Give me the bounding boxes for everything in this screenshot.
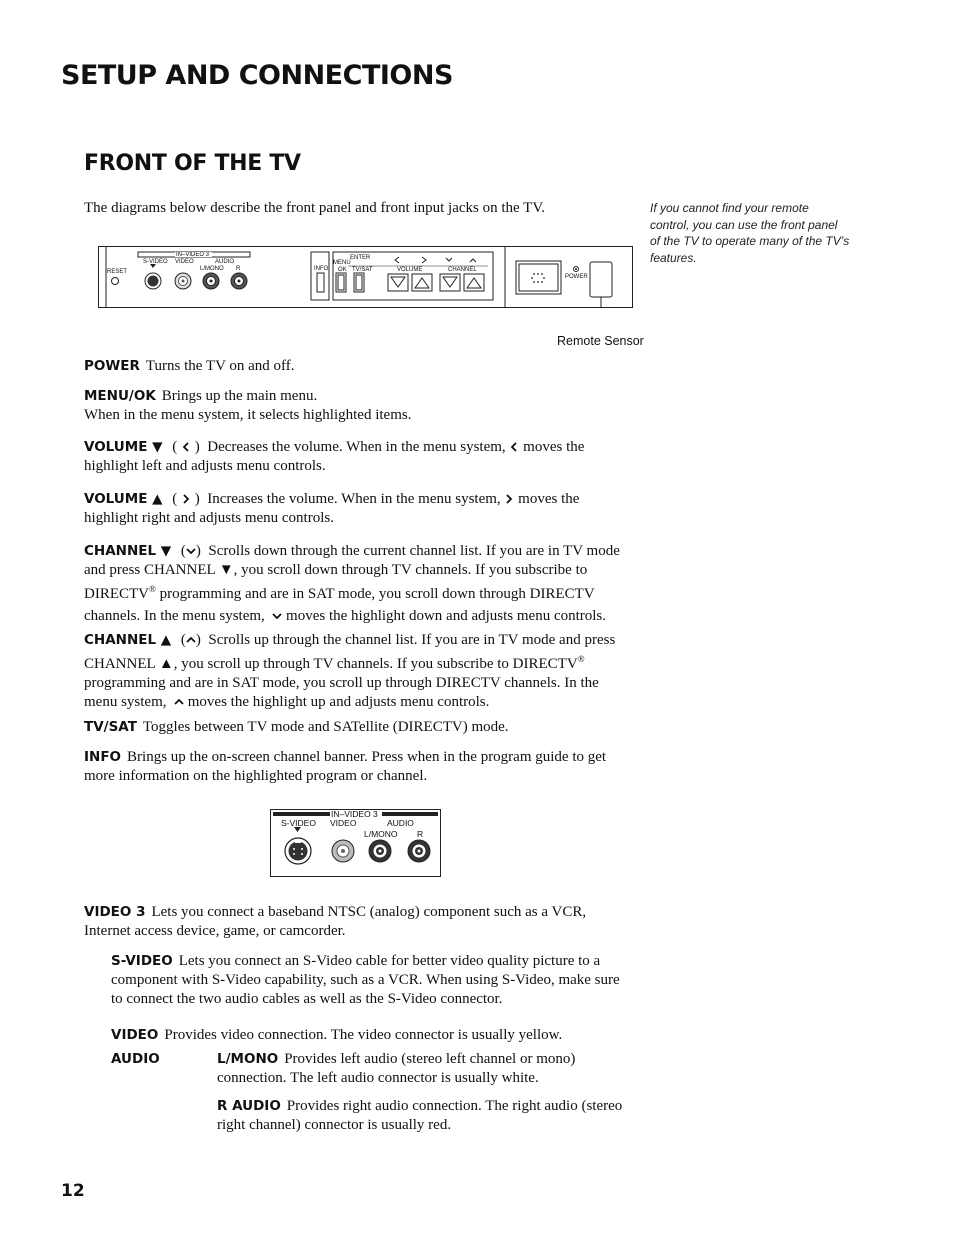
section-title: SETUP AND CONNECTIONS	[61, 60, 453, 91]
intro-text: The diagrams below describe the front panel and front input jacks on the TV.	[84, 200, 545, 216]
item-svideo: S-VIDEO Lets you connect an S-Video cable for better video quality picture to a component with S-Video capability, such as a VCR. When using S-Video, make sure to connect the two audio cables as well as the S-Video connector.	[111, 953, 620, 1007]
reset-label: RESET	[107, 269, 128, 275]
input-jacks-diagram	[270, 809, 441, 878]
item-channel-up: CHANNEL ▲ ( ) Scrolls up through the channel list. If you are in TV mode and press CHANNEL ▲, you scroll up through TV channels. If you subscribe to DIRECTV® programming and are in SAT mode, you scroll up through DIRECTV channels. In the menu system, moves the highlight up and adjusts menu controls.	[84, 632, 616, 710]
chevron-down-icon	[186, 546, 196, 556]
item-video3: VIDEO 3 Lets you connect a baseband NTSC (analog) component such as a VCR, Internet access device, game, or camcorder.	[84, 904, 587, 939]
ok-label: OK	[338, 267, 347, 273]
chevron-left-icon	[181, 442, 191, 452]
in-video3-label: IN–VIDEO 3	[176, 252, 210, 258]
info-label: INFO	[314, 266, 329, 272]
chevron-right-icon	[504, 494, 514, 504]
tvsat-label: TV/SAT	[352, 267, 373, 273]
side-note: If you cannot find your remote control, you can use the front panel of the TV to operate many of the TV’s features.	[650, 201, 850, 265]
item-volume-down: VOLUME ▼ ( ) Decreases the volume. When in the menu system, moves the highlight left and adjusts menu controls.	[84, 439, 585, 474]
jack-audio-label: AUDIO	[387, 818, 414, 828]
menu-label: MENU	[333, 260, 351, 266]
item-info: INFO Brings up the on-screen channel banner. Press when in the program guide to get more information on the highlighted program or channel.	[84, 749, 607, 784]
item-channel-down: CHANNEL ▼ ( ) Scrolls down through the current channel list. If you are in TV mode and press CHANNEL ▼, you scroll down through TV channels. If you subscribe to DIRECTV® programming and are in SAT mode, you scroll down through DIRECTV channels. In the menu system, moves the highlight down and adjusts menu controls.	[84, 543, 620, 624]
chevron-left-icon	[509, 442, 519, 452]
chevron-down-icon	[272, 611, 282, 621]
channel-label: CHANNEL	[448, 267, 477, 273]
audio-label: AUDIO	[215, 259, 235, 265]
chevron-up-icon	[174, 697, 184, 707]
item-menu-ok: MENU/OK Brings up the main menu. When in the menu system, it selects highlighted items.	[84, 388, 412, 423]
jack-lmono-label: L/MONO	[364, 829, 398, 839]
jack-video-label: VIDEO	[330, 818, 357, 828]
item-power: POWER Turns the TV on and off.	[84, 358, 295, 374]
item-lmono: L/MONO Provides left audio (stereo left channel or mono) connection. The left audio connector is usually white.	[217, 1051, 576, 1086]
page-number: 12	[61, 1181, 85, 1201]
video-label: VIDEO	[175, 259, 194, 265]
item-raudio: R AUDIO Provides right audio connection. The right audio (stereo right channel) connector is usually red.	[217, 1098, 623, 1133]
item-video: VIDEO Provides video connection. The video connector is usually yellow.	[111, 1027, 563, 1043]
front-panel-diagram	[98, 246, 633, 308]
jack-r-label: R	[417, 829, 424, 839]
svideo-label: S-VIDEO	[143, 259, 168, 265]
remote-sensor-label: Remote Sensor	[557, 334, 644, 348]
jack-svideo-label: S-VIDEO	[281, 818, 316, 828]
item-audio: AUDIO	[111, 1051, 160, 1067]
chevron-right-icon	[181, 494, 191, 504]
lmono-label: L/MONO	[200, 266, 224, 272]
page-heading: FRONT OF THE TV	[84, 151, 301, 176]
jack-in-video3-label: IN–VIDEO 3	[331, 809, 378, 819]
item-volume-up: VOLUME ▲ ( ) Increases the volume. When in the menu system, moves the highlight right and adjusts menu controls.	[84, 491, 580, 526]
volume-label: VOLUME	[397, 267, 423, 273]
enter-label: ENTER	[350, 255, 371, 261]
power-label: POWER	[565, 274, 588, 280]
chevron-up-icon	[186, 635, 196, 645]
item-tvsat: TV/SAT Toggles between TV mode and SATellite (DIRECTV) mode.	[84, 719, 509, 735]
r-label: R	[236, 266, 241, 272]
